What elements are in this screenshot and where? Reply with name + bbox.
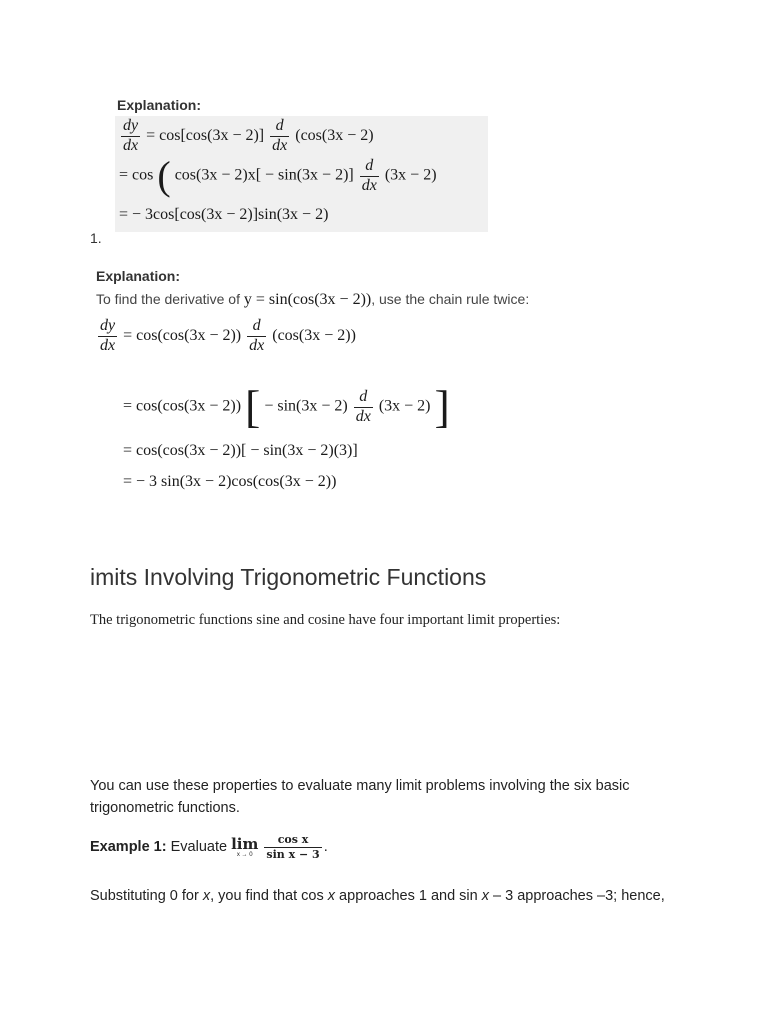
fraction	[354, 389, 373, 426]
equation-line	[123, 473, 336, 491]
equation-text: (3x − 2)	[384, 166, 437, 184]
equation-text: = − 3cos[cos(3x − 2)]sin(3x − 2)	[119, 206, 329, 223]
equation-text: (cos(3x − 2)	[295, 126, 374, 144]
paragraph-text: Substituting 0 for	[90, 888, 203, 904]
paragraph	[90, 885, 670, 907]
example-text: Evaluate	[170, 838, 228, 855]
equation-text: (3x − 2)	[378, 397, 431, 415]
numerator: dy	[123, 117, 139, 134]
equation-text: = cos(cos(3x − 2))[ − sin(3x − 2)(3)]	[123, 442, 358, 459]
numerator: cos x	[277, 833, 309, 846]
fraction	[98, 318, 117, 355]
equation-line	[123, 442, 358, 460]
section-heading: imits Involving Trigonometric Functions	[90, 564, 487, 590]
intro-text: To find the derivative of	[96, 291, 240, 307]
equation-text: (cos(3x − 2))	[272, 326, 356, 344]
equation-line	[123, 381, 450, 432]
variable: x	[481, 888, 489, 904]
denominator: dx	[100, 336, 116, 354]
variable: x	[327, 888, 336, 904]
intro-math: y = sin(cos(3x − 2))	[243, 291, 372, 308]
fraction	[121, 118, 140, 155]
section-intro: The trigonometric functions sine and cosine have four important limit properties:	[90, 612, 561, 628]
numerator: d	[365, 156, 374, 174]
paragraph-text: , you find that cos	[210, 888, 328, 904]
numerator: dy	[100, 317, 116, 334]
equation-text: = − 3 sin(3x − 2)cos(cos(3x − 2))	[123, 473, 337, 490]
example-line: Example 1: Evaluate lim x → 0 $\frac{\text{cos x}}{\text{sin x − 3}}$ .	[90, 833, 328, 861]
lim-text: lim	[231, 834, 259, 853]
example-label: Example 1:	[90, 838, 167, 855]
left-paren-symbol: (	[157, 153, 171, 198]
equation-text: = cos	[119, 166, 154, 184]
denominator: dx	[355, 407, 371, 425]
right-bracket-symbol: ]	[434, 381, 450, 432]
paragraph: You can use these properties to evaluate many limit problems involving the six basic trigonometric functions.	[90, 778, 630, 816]
equation-line	[119, 118, 374, 155]
numerator: d	[252, 317, 261, 334]
left-bracket-symbol: [	[245, 381, 261, 432]
lim-subscript: x → 0	[236, 851, 253, 858]
denominator: dx	[123, 136, 139, 154]
numerator: d	[275, 117, 284, 134]
explanation-intro	[96, 291, 529, 309]
equation-text: − sin(3x − 2)	[264, 397, 348, 415]
paragraph-text: – 3 approaches –3; hence,	[489, 888, 665, 904]
fraction	[270, 118, 289, 155]
denominator: dx	[249, 336, 265, 354]
intro-text: , use the chain rule twice:	[371, 291, 530, 307]
equation-line	[119, 153, 437, 198]
equation-text: = cos[cos(3x − 2)]	[146, 126, 265, 144]
list-number: 1.	[90, 230, 102, 246]
equation-text: = cos(cos(3x − 2))	[123, 397, 242, 415]
equation-line	[119, 206, 328, 224]
variable: x	[202, 888, 211, 904]
numerator: d	[359, 387, 368, 405]
equation-text: = cos(cos(3x − 2))	[123, 326, 242, 344]
equation-line	[96, 318, 356, 355]
denominator: dx	[361, 176, 377, 194]
explanation-label: Explanation:	[96, 268, 181, 284]
explanation-label: Explanation:	[117, 97, 202, 113]
denominator: dx	[272, 136, 288, 154]
fraction	[264, 834, 321, 860]
paragraph-text: approaches 1 and sin	[335, 888, 482, 904]
limit-operator	[231, 834, 259, 858]
fraction	[360, 158, 379, 195]
equation-box	[115, 116, 488, 232]
denominator: sin x − 3	[266, 847, 320, 861]
fraction	[247, 318, 266, 355]
equation-text: cos(3x − 2)x[ − sin(3x − 2)]	[174, 166, 354, 184]
